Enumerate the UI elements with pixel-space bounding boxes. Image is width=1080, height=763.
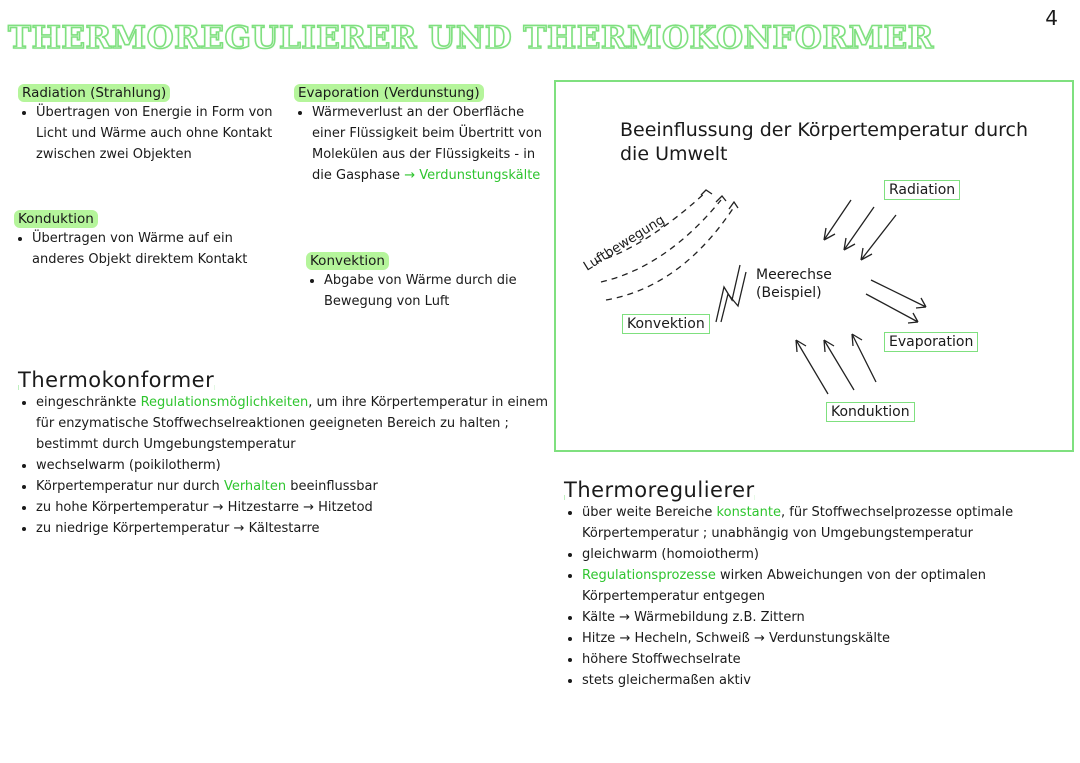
thermoregulierer-item: • gleichwarm (homoiotherm) (582, 544, 1064, 565)
item-text: wirken Abweichungen von der optimalen Körpertemperatur entgegen (582, 568, 987, 604)
thermokonformer-item: • zu niedrige Körpertemperatur → Kältestarre (36, 518, 548, 539)
thermoregulierer-item: • Hitze → Hecheln, Schweiß → Verdunstungskälte (582, 628, 1064, 649)
item-text: über weite Bereiche (582, 505, 713, 520)
thermoregulierer-item (582, 565, 1064, 607)
evaporation-arrow (866, 294, 918, 323)
diagram-box (554, 80, 1074, 452)
konduktion-heading: Konduktion (14, 210, 98, 228)
thermoregulierer-item: • Kälte → Wärmebildung z.B. Zittern (582, 607, 1064, 628)
thermoregulierer-item (582, 502, 1064, 544)
radiation-section (18, 82, 280, 165)
wind-arrow (729, 202, 738, 209)
evaporation-result: → Verdunstungskälte (404, 168, 541, 183)
item-text: beeinflussbar (290, 479, 378, 494)
konduktion-arrow (824, 340, 854, 390)
thermokonformer-section (18, 368, 548, 539)
page-title: THERMOREGULIERER UND THERMOKONFORMER (8, 20, 934, 56)
evaporation-description: Wärmeverlust an der Oberfläche einer Flüssigkeit beim Übertritt von Molekülen aus der Flüssigkeits - in die Gasphase (312, 105, 543, 183)
thermoregulierer-section (564, 478, 1064, 691)
center-line2: (Beispiel) (756, 285, 822, 301)
label-evaporation: Evaporation (884, 332, 978, 352)
radiation-arrow (844, 207, 874, 250)
evaporation-heading: Evaporation (Verdunstung) (294, 84, 484, 102)
item-text: , für Stoffwechselprozesse optimale Körpertemperatur ; unabhängig von Umgebungstemperatur (582, 505, 1014, 541)
konduktion-text: • Übertragen von Wärme auf ein anderes Objekt direktem Kontakt (32, 228, 276, 270)
label-konvektion: Konvektion (622, 314, 710, 334)
item-text: eingeschränkte (36, 395, 137, 410)
thermokonformer-heading: Thermokonformer (18, 368, 215, 392)
radiation-arrow (824, 200, 851, 240)
label-radiation: Radiation (884, 180, 960, 200)
evaporation-list (294, 102, 544, 186)
konduktion-arrow (852, 334, 876, 382)
item-highlight: Verhalten (223, 479, 287, 494)
konvektion-heading: Konvektion (306, 252, 389, 270)
item-highlight: Regulationsprozesse (582, 568, 716, 583)
diagram-title: Beeinflussung der Körpertemperatur durch die Umwelt (620, 119, 1029, 165)
thermokonformer-item: • wechselwarm (poikilotherm) (36, 455, 548, 476)
label-konduktion: Konduktion (826, 402, 915, 422)
thermoregulierer-item: • höhere Stoffwechselrate (582, 649, 1064, 670)
wind-label: Luftbewegung (581, 212, 668, 275)
thermokonformer-item: • zu hohe Körpertemperatur → Hitzestarre → Hitzetod (36, 497, 548, 518)
thermokonformer-list (18, 392, 548, 539)
evaporation-arrow (871, 280, 926, 308)
thermokonformer-item (36, 476, 548, 497)
radiation-text: • Übertragen von Energie in Form von Licht und Wärme auch ohne Kontakt zwischen zwei Objekten (36, 102, 280, 165)
item-highlight: Regulationsmöglichkeiten (140, 395, 309, 410)
center-line1: Meerechse (756, 267, 832, 283)
thermokonformer-item (36, 392, 548, 455)
wind-line (606, 207, 734, 300)
konduktion-arrow (796, 340, 828, 394)
item-text: Körpertemperatur nur durch (36, 479, 220, 494)
wind-arrow (716, 196, 726, 202)
thermoregulierer-list (564, 502, 1064, 691)
evaporation-text (312, 102, 544, 186)
konvektion-zigzag (721, 272, 746, 322)
thermoregulierer-item: • stets gleichermaßen aktiv (582, 670, 1064, 691)
item-highlight: konstante (716, 505, 781, 520)
radiation-heading: Radiation (Strahlung) (18, 84, 170, 102)
konduktion-section (14, 208, 276, 270)
konduktion-list (14, 228, 276, 270)
radiation-arrow (861, 215, 896, 260)
item-text: , um ihre Körpertemperatur in einem für enzymatische Stoffwechselreaktionen geeigneten Bereich zu halten ; bestimmt durch Umgebungstemperatur (36, 395, 549, 452)
thermoregulierer-heading: Thermoregulierer (564, 478, 755, 502)
wind-arrow (701, 190, 712, 195)
evaporation-section (294, 82, 544, 186)
radiation-list (18, 102, 280, 165)
konvektion-section (306, 250, 538, 312)
konvektion-list (306, 270, 538, 312)
konvektion-text: • Abgabe von Wärme durch die Bewegung von Luft (324, 270, 538, 312)
diagram-center (756, 266, 832, 302)
page-number: 4 (1045, 6, 1058, 30)
